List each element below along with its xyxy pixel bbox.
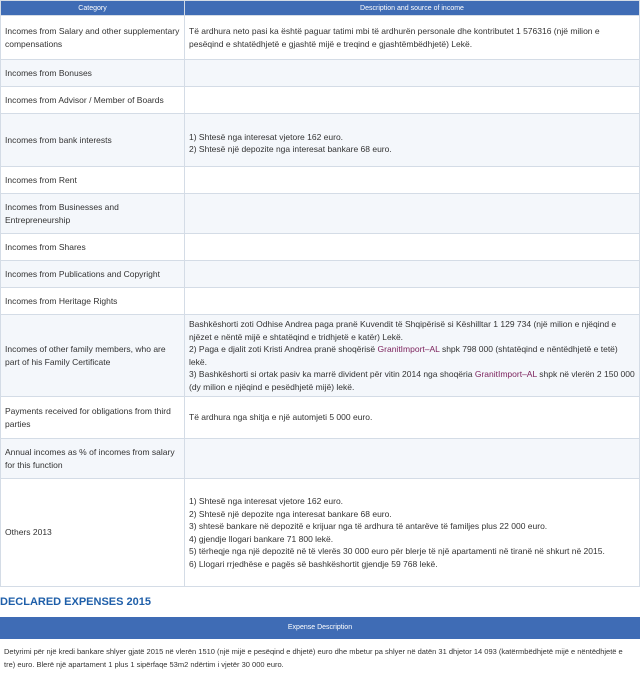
- row-description: [185, 60, 640, 87]
- table-row: [1, 397, 640, 439]
- row-category: Incomes from Heritage Rights: [1, 288, 185, 315]
- row-category: Incomes from Rent: [1, 167, 185, 194]
- row-description: [185, 315, 640, 397]
- description-line: 1) Shtesë nga interesat vjetore 162 euro.: [189, 131, 344, 142]
- row-description: [185, 288, 640, 315]
- row-category: Incomes of other family members, who are part of his Family Certificate: [1, 315, 185, 397]
- row-description: [185, 87, 640, 114]
- row-category: Incomes from Businesses and Entrepreneurship: [1, 194, 185, 234]
- row-description: [185, 167, 640, 194]
- table-row: [1, 87, 640, 114]
- description-line: 2) Shtesë një depozite nga interesat bankare 68 euro.: [189, 508, 392, 519]
- table-row: [1, 167, 640, 194]
- row-category: Incomes from Advisor / Member of Boards: [1, 87, 185, 114]
- table-row: [1, 60, 640, 87]
- row-description: [185, 261, 640, 288]
- description-line: Të ardhura nga shitja e një automjeti 5 000 euro.: [189, 412, 373, 423]
- row-description: [185, 479, 640, 587]
- row-description: [185, 439, 640, 479]
- row-category: Incomes from Salary and other supplementary compensations: [1, 16, 185, 60]
- table-row: [1, 315, 640, 397]
- table-row: [1, 194, 640, 234]
- table-row: [1, 261, 640, 288]
- description-line: 3) shtesë bankare në depozitë e krijuar nga të ardhura të antarëve të familjes plus 22 000 euro.: [189, 521, 548, 531]
- description-line: [189, 343, 635, 368]
- description-line: 5) tërheqje nga një depozitë në të vlerës 30 000 euro për blerje të një apartamenti në tiranë në shkurt në 2015.: [189, 546, 605, 556]
- row-description: [185, 16, 640, 60]
- description-text: shpk në vlerën 2 150 000 (dy milion e njëqind e pesëdhjetë mijë) lekë.: [189, 369, 635, 392]
- table-row: [1, 479, 640, 587]
- description-line: [189, 368, 635, 393]
- table-row: [1, 16, 640, 60]
- row-description: [185, 114, 640, 167]
- company-name: GranitImport–AL: [377, 344, 440, 354]
- expenses-section-title: DECLARED EXPENSES 2015: [0, 596, 151, 608]
- description-line: 4) gjendje llogari bankare 71 800 lekë.: [189, 533, 334, 544]
- row-category: Annual incomes as % of incomes from salary for this function: [1, 439, 185, 479]
- description-line: 2) Shtesë një depozite nga interesat bankare 68 euro.: [189, 144, 392, 154]
- description-line: Të ardhura neto pasi ka është paguar tatimi mbi të ardhurën personale dhe kontributet 1 576316 (një milion e pesëqind e shtatëdhjetë e gjashtë mijë e treqind e gjashtëmbëdhjetë) Lekë.: [189, 26, 600, 49]
- expenses-table-header: Expense Description: [0, 617, 640, 639]
- header-category: Category: [1, 1, 185, 16]
- row-category: Incomes from bank interests: [1, 114, 185, 167]
- row-category: Payments received for obligations from third parties: [1, 397, 185, 439]
- table-row: [1, 288, 640, 315]
- row-category: Others 2013: [1, 479, 185, 587]
- table-row: [1, 114, 640, 167]
- table-row: [1, 439, 640, 479]
- expense-description: Detyrimi për një kredi bankare shlyer gjatë 2015 në vlerën 1510 (një mijë e pesëqind e dhjetë) euro dhe mbetur pa shlyer në datën 31 dhjetor 14 093 (katërmbëdhjetë mijë e nëntëdhjetë e tre) euro. Blerë një apartament 1 plus 1 sipërfaqe 53m2 ndërtim i vjetër 30 000 euro.: [4, 647, 623, 669]
- table-row: [1, 234, 640, 261]
- header-description: Description and source of income: [185, 1, 640, 16]
- row-description: [185, 397, 640, 439]
- description-text: 2) Paga e djalit zoti Kristi Andrea pranë shoqërisë: [189, 344, 378, 354]
- description-text: shpk 798 000 (shtatëqind e nëntëdhjetë e tetë) lekë.: [189, 344, 618, 367]
- row-category: Incomes from Shares: [1, 234, 185, 261]
- row-description: [185, 194, 640, 234]
- description-line: Bashkëshorti zoti Odhise Andrea paga pranë Kuvendit të Shqipërisë si Këshilltar 1 129 734 (një milion e njëqind e njëzet e nëntë mijë e shtatëqind e tridhjetë e katër) Lekë.: [189, 319, 617, 342]
- row-category: Incomes from Publications and Copyright: [1, 261, 185, 288]
- description-line: 1) Shtesë nga interesat vjetore 162 euro.: [189, 496, 344, 506]
- table-header-row: [1, 1, 640, 16]
- description-text: 3) Bashkëshorti si ortak pasiv ka marrë divident për vitin 2014 nga shoqëria: [189, 369, 475, 379]
- row-description: [185, 234, 640, 261]
- description-line: 6) Llogari rrjedhëse e pagës së bashkëshortit gjendje 59 768 lekë.: [189, 558, 438, 569]
- company-name: GranitImport–AL: [474, 369, 537, 379]
- row-category: Incomes from Bonuses: [1, 60, 185, 87]
